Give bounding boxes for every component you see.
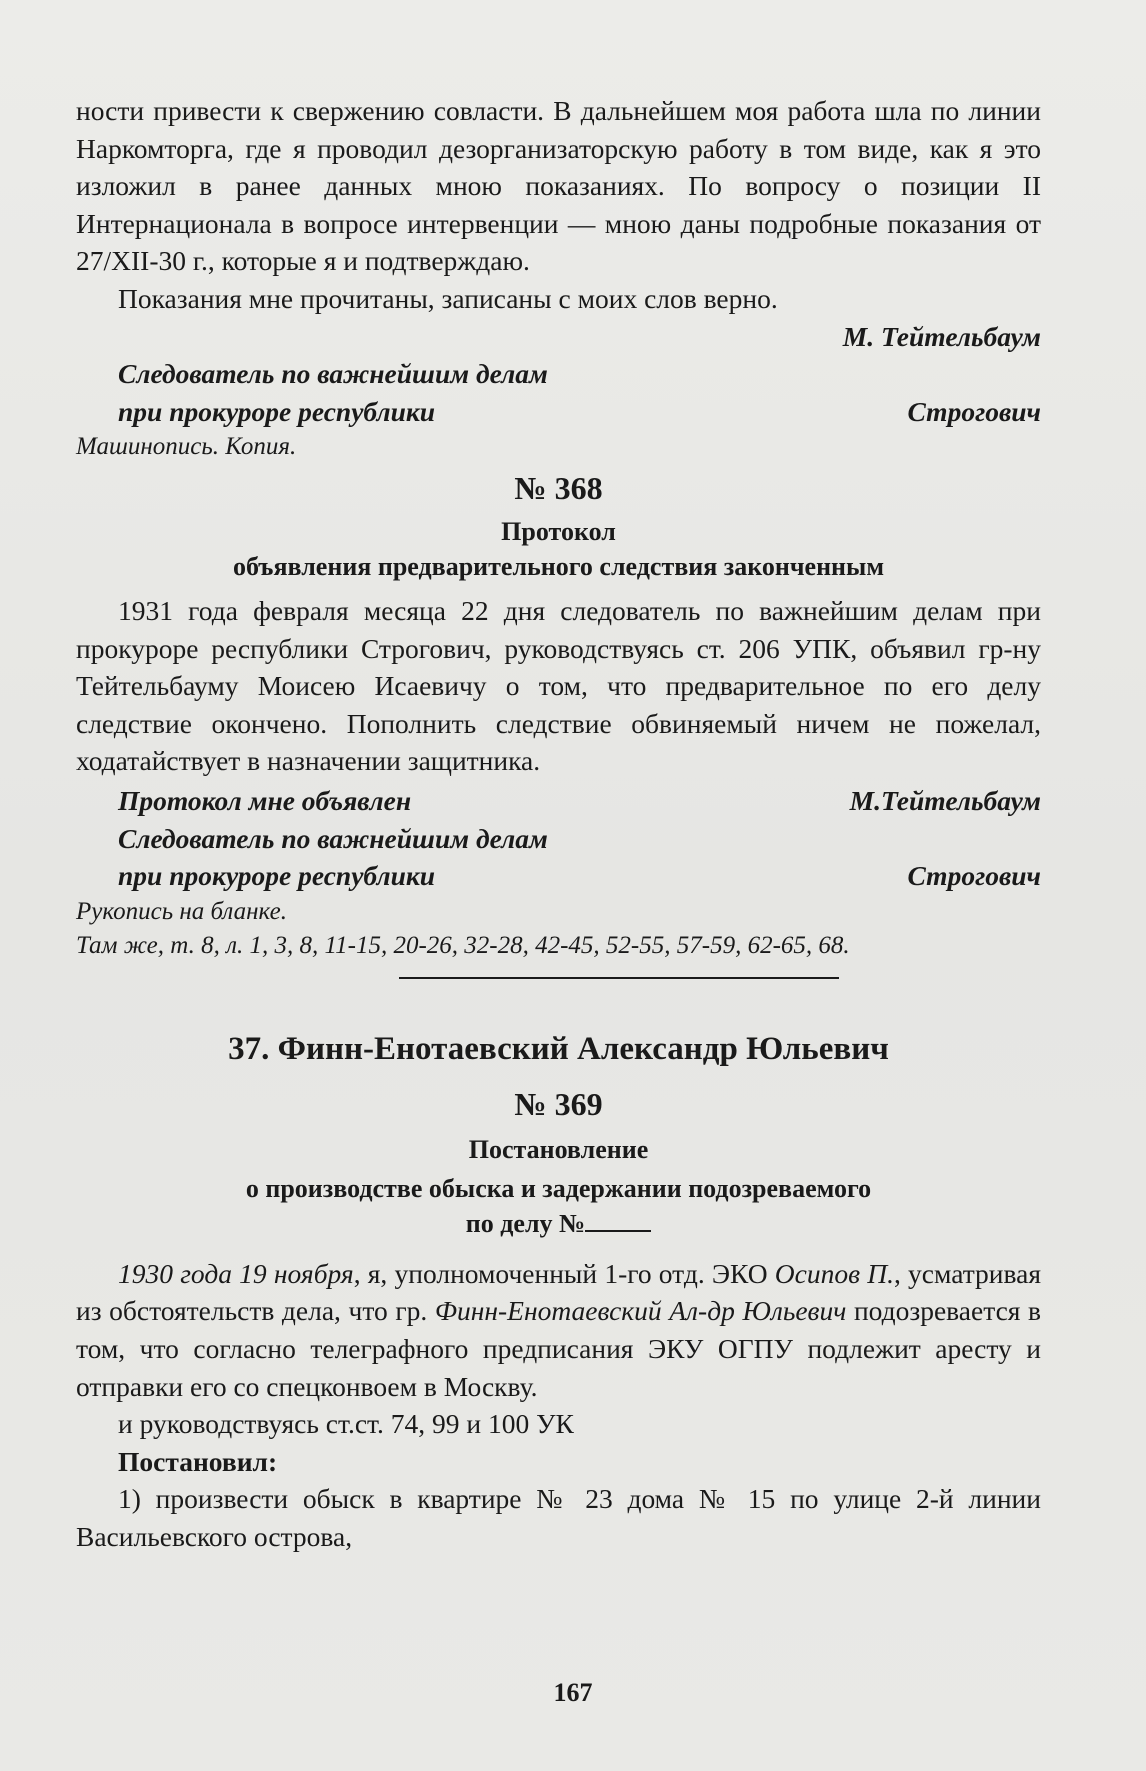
doc369-subtitle-line1: о производстве обыска и задержании подозреваемого xyxy=(245,1173,872,1203)
doc368-investigator-title-line2: при прокуроре республики xyxy=(118,860,436,892)
doc368-investigator-title-line1: Следователь по важнейшим делам xyxy=(118,822,548,854)
doc369-subtitle-line2 xyxy=(76,1206,1041,1241)
doc369-law-reference: и руководствуясь ст.ст. 74, 99 и 100 УК xyxy=(118,1408,574,1440)
doc369-case-label: по делу № xyxy=(465,1208,586,1238)
doc368-investigator-row xyxy=(118,857,1041,895)
section-divider xyxy=(399,977,839,979)
investigator-title-line1: Следователь по важнейшим делам xyxy=(118,358,548,390)
doc368-body: 1931 года февраля месяца 22 дня следователь по важнейшим делам при прокуроре республики Строгович, руководствуясь ст. 206 УПК, объявил гр-ну Тейтельбауму Моисею Исаевичу о том, что предварительное по его делу следствие окончено. Пополнить следствие обвиняемый ничем не пожелал, ходатайствует в назначении защитника. xyxy=(76,594,1041,777)
doc369-number: № 369 xyxy=(514,1086,603,1123)
paragraph-testimony-end: ности привести к свержению совласти. В дальнейшем моя работа шла по линии Наркомторга, где я проводил дезорганизаторскую работу в том виде, как я это изложил в ранее данных мною показаниях. По вопросу о позиции II Интернационала в вопросе интервенции — мною даны подробные показания от 27/XII-30 г., которые я и подтверждаю. xyxy=(76,95,1041,277)
doc369-title: Постановление xyxy=(468,1134,649,1164)
doc369-body-text1: , я, уполномоченный 1-го отд. ЭКО xyxy=(353,1257,775,1289)
page-number: 167 xyxy=(553,1678,593,1707)
doc368-subtitle: объявления предварительного следствия законченным xyxy=(232,551,885,581)
doc369-item1: 1) произвести обыск в квартире № 23 дома № 15 по улице 2-й линии Васильевского острова, xyxy=(76,1483,1041,1553)
doc369-suspect-name: Финн-Енотаевский Ал-др Юльевич xyxy=(434,1295,847,1327)
signature-teitelbaum: М. Тейтельбаум xyxy=(842,320,1041,352)
doc369-officer-name: Осипов П. xyxy=(774,1257,894,1289)
note-typescript-copy: Машинопись. Копия. xyxy=(76,433,297,461)
doc368-announced-row xyxy=(118,782,1041,820)
doc369-resolved: Постановил: xyxy=(118,1445,278,1477)
doc368-number: № 368 xyxy=(514,470,603,507)
doc368-announced-label: Протокол мне объявлен xyxy=(118,784,412,816)
paragraph-read-confirmation: Показания мне прочитаны, записаны с моих слов верно. xyxy=(118,282,778,314)
section-37-title: 37. Финн-Енотаевский Александр Юльевич xyxy=(228,1030,889,1067)
investigator-name: Строгович xyxy=(907,395,1041,427)
page-content xyxy=(76,92,1041,1556)
doc369-body-text3: подозревается в том, что согласно телеграфного предписания ЭКУ ОГПУ подлежит аресту и отправки его со спецконвоем в Москву. xyxy=(76,1295,1042,1402)
investigator-title-line2: при прокуроре республики xyxy=(118,395,436,427)
doc368-announced-signature: М.Тейтельбаум xyxy=(849,784,1041,816)
doc369-body-text2: , усматривая из обстоятельств дела, что гр. xyxy=(76,1257,1042,1327)
doc368-title: Протокол xyxy=(501,516,616,546)
doc368-investigator-name: Строгович xyxy=(907,860,1041,892)
doc369-date: 1930 года 19 ноября xyxy=(118,1257,354,1289)
note-handwritten-form: Рукопись на бланке. xyxy=(76,897,287,925)
case-number-blank xyxy=(585,1206,651,1232)
investigator-signature-row xyxy=(118,393,1041,431)
note-archive-source: Там же, т. 8, л. 1, 3, 8, 11-15, 20-26, 32-28, 42-45, 52-55, 57-59, 62-65, 68. xyxy=(76,931,850,959)
doc369-body xyxy=(76,1255,1041,1405)
